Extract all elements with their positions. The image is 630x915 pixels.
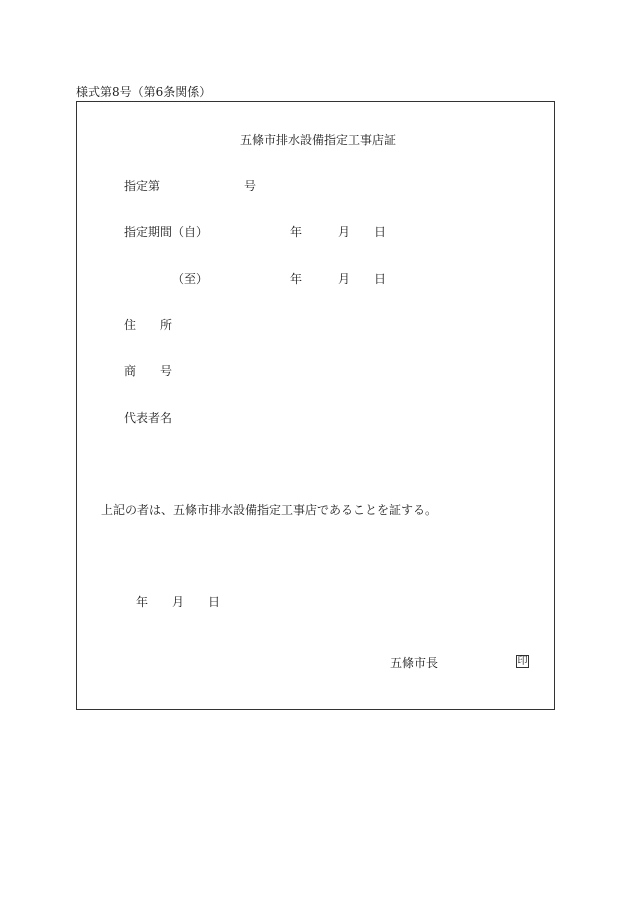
period-label-text: 指定期間 xyxy=(124,225,173,239)
issue-day: 日 xyxy=(208,595,221,609)
issue-year: 年 xyxy=(136,595,149,609)
period-to-day: 日 xyxy=(374,272,387,286)
seal-mark: 印 xyxy=(517,656,528,667)
designation-suffix: 号 xyxy=(244,179,257,193)
certificate-title: 五條市排水設備指定工事店証 xyxy=(240,133,397,147)
trade-name-label: 商 号 xyxy=(124,364,173,378)
period-from-year: 年 xyxy=(290,225,303,239)
issue-month: 月 xyxy=(172,595,185,609)
issuer-title: 五條市長 xyxy=(390,656,439,670)
certification-statement: 上記の者は、五條市排水設備指定工事店であることを証する。 xyxy=(101,503,438,517)
address-label: 住 所 xyxy=(124,318,173,332)
period-label xyxy=(124,225,208,239)
form-number: 様式第8号（第6条関係） xyxy=(76,85,212,99)
period-to-year: 年 xyxy=(290,272,303,286)
period-from-day: 日 xyxy=(374,225,387,239)
period-to-month: 月 xyxy=(338,272,351,286)
period-to-label: （至） xyxy=(172,272,209,286)
representative-label: 代表者名 xyxy=(124,411,173,425)
designation-prefix: 指定第 xyxy=(124,179,161,193)
period-from-month: 月 xyxy=(338,225,351,239)
period-from-label: （自） xyxy=(172,225,209,239)
